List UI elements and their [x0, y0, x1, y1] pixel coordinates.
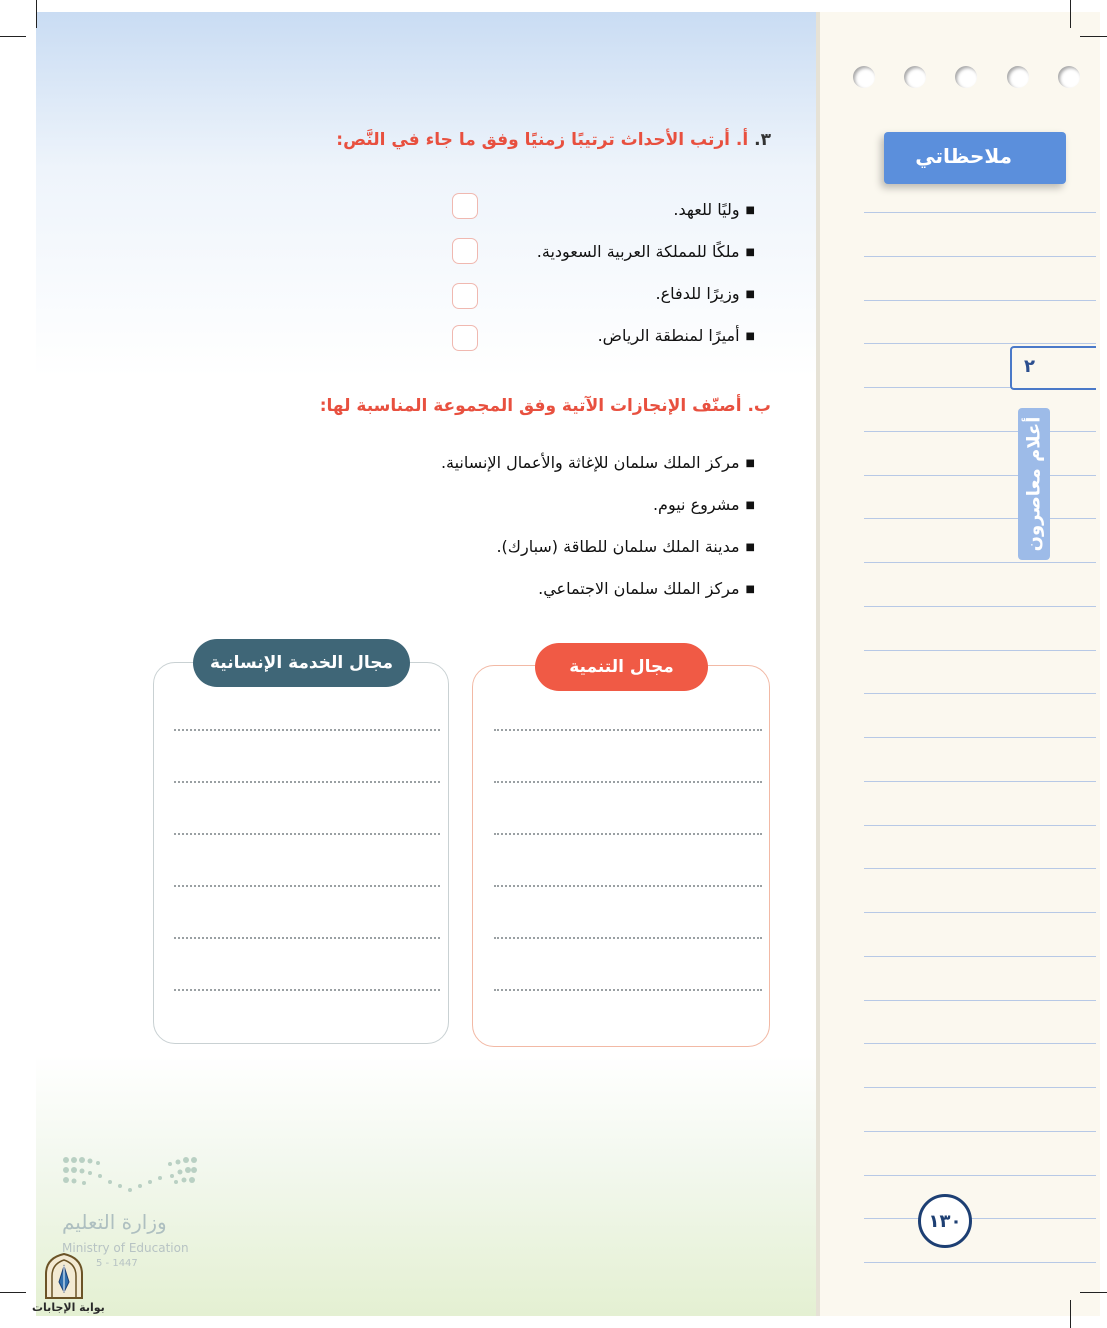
answer-line[interactable] — [494, 989, 762, 991]
note-line[interactable] — [864, 693, 1096, 694]
note-line[interactable] — [864, 1262, 1096, 1263]
unit-name-tab — [1018, 408, 1050, 560]
crop-mark — [1080, 1292, 1107, 1293]
achievement-item: ■ مركز الملك سلمان للإغاثة والأعمال الإنسانية. — [441, 453, 755, 472]
edition-year: 5 - 1447 — [96, 1258, 138, 1269]
binder-hole — [1007, 66, 1029, 88]
answer-line[interactable] — [174, 885, 440, 887]
note-line[interactable] — [864, 1175, 1096, 1176]
note-line[interactable] — [864, 1218, 1096, 1219]
answer-line[interactable] — [494, 937, 762, 939]
note-line[interactable] — [864, 212, 1096, 213]
answer-line[interactable] — [174, 937, 440, 939]
binder-hole — [1058, 66, 1080, 88]
note-line[interactable] — [864, 1043, 1096, 1044]
note-line[interactable] — [864, 256, 1096, 257]
order-box-3[interactable] — [452, 283, 478, 309]
answer-line[interactable] — [174, 989, 440, 991]
achievement-item: ■ مشروع نيوم. — [653, 495, 755, 514]
note-line[interactable] — [864, 1131, 1096, 1132]
answer-line[interactable] — [174, 833, 440, 835]
answer-line[interactable] — [174, 781, 440, 783]
note-line[interactable] — [864, 606, 1096, 607]
notes-title: ملاحظاتي — [915, 144, 1012, 168]
humanitarian-box[interactable] — [153, 662, 449, 1044]
crop-mark — [0, 1292, 26, 1293]
answer-line[interactable] — [494, 781, 762, 783]
answer-line[interactable] — [174, 729, 440, 731]
event-item: ■ وزيرًا للدفاع. — [656, 284, 755, 303]
achievement-item: ■ مدينة الملك سلمان للطاقة (سبارك). — [496, 537, 755, 556]
note-line[interactable] — [864, 300, 1096, 301]
order-box-1[interactable] — [452, 193, 478, 219]
ministry-name-ar: وزارة التعليم — [62, 1210, 167, 1234]
answer-line[interactable] — [494, 729, 762, 731]
order-box-2[interactable] — [452, 238, 478, 264]
note-line[interactable] — [864, 431, 1096, 432]
event-item: ■ وليًا للعهد. — [673, 200, 755, 219]
note-line[interactable] — [864, 475, 1096, 476]
answer-line[interactable] — [494, 833, 762, 835]
question-3a-text: أ. أرتب الأحداث ترتيبًا زمنيًا وفق ما جاء في النَّص: — [336, 130, 749, 150]
event-item: ■ أميرًا لمنطقة الرياض. — [598, 326, 755, 345]
answers-portal-label: بوابة الإجابات — [32, 1301, 105, 1314]
note-line[interactable] — [864, 737, 1096, 738]
crop-mark — [0, 36, 26, 37]
answers-portal-logo-icon — [42, 1252, 86, 1300]
ministry-logo-icon — [60, 1152, 200, 1200]
note-line[interactable] — [864, 781, 1096, 782]
note-line[interactable] — [864, 1000, 1096, 1001]
note-line[interactable] — [864, 650, 1096, 651]
crop-mark — [36, 0, 37, 28]
answer-line[interactable] — [494, 885, 762, 887]
order-box-4[interactable] — [452, 325, 478, 351]
unit-number: ٢ — [1024, 356, 1035, 377]
humanitarian-label: مجال الخدمة الإنسانية — [193, 639, 410, 687]
note-line[interactable] — [864, 562, 1096, 563]
binder-hole — [853, 66, 875, 88]
unit-name: أعلام معاصرون — [1023, 416, 1045, 552]
question-3b-title: ب. أصنّف الإنجازات الآتية وفق المجموعة المناسبة لها: — [319, 396, 771, 416]
crop-mark — [1070, 0, 1071, 28]
ministry-name-en: Ministry of Education — [62, 1241, 189, 1255]
question-3a-title — [336, 130, 771, 150]
note-line[interactable] — [864, 956, 1096, 957]
note-line[interactable] — [864, 1087, 1096, 1088]
note-line[interactable] — [864, 518, 1096, 519]
development-label: مجال التنمية — [535, 643, 708, 691]
crop-mark — [1070, 1300, 1071, 1328]
binder-hole — [904, 66, 926, 88]
question-number: ٣. — [754, 130, 771, 150]
note-line[interactable] — [864, 343, 1096, 344]
note-line[interactable] — [864, 868, 1096, 869]
binder-hole — [955, 66, 977, 88]
note-line[interactable] — [864, 825, 1096, 826]
unit-number-tab — [1010, 346, 1096, 390]
notes-title-banner — [884, 132, 1066, 184]
event-item: ■ ملكًا للمملكة العربية السعودية. — [537, 242, 755, 261]
crop-mark — [1080, 36, 1107, 37]
notes-panel — [816, 12, 1100, 1316]
achievement-item: ■ مركز الملك سلمان الاجتماعي. — [538, 579, 755, 598]
page-number: ١٣٠ — [918, 1194, 972, 1248]
note-line[interactable] — [864, 912, 1096, 913]
